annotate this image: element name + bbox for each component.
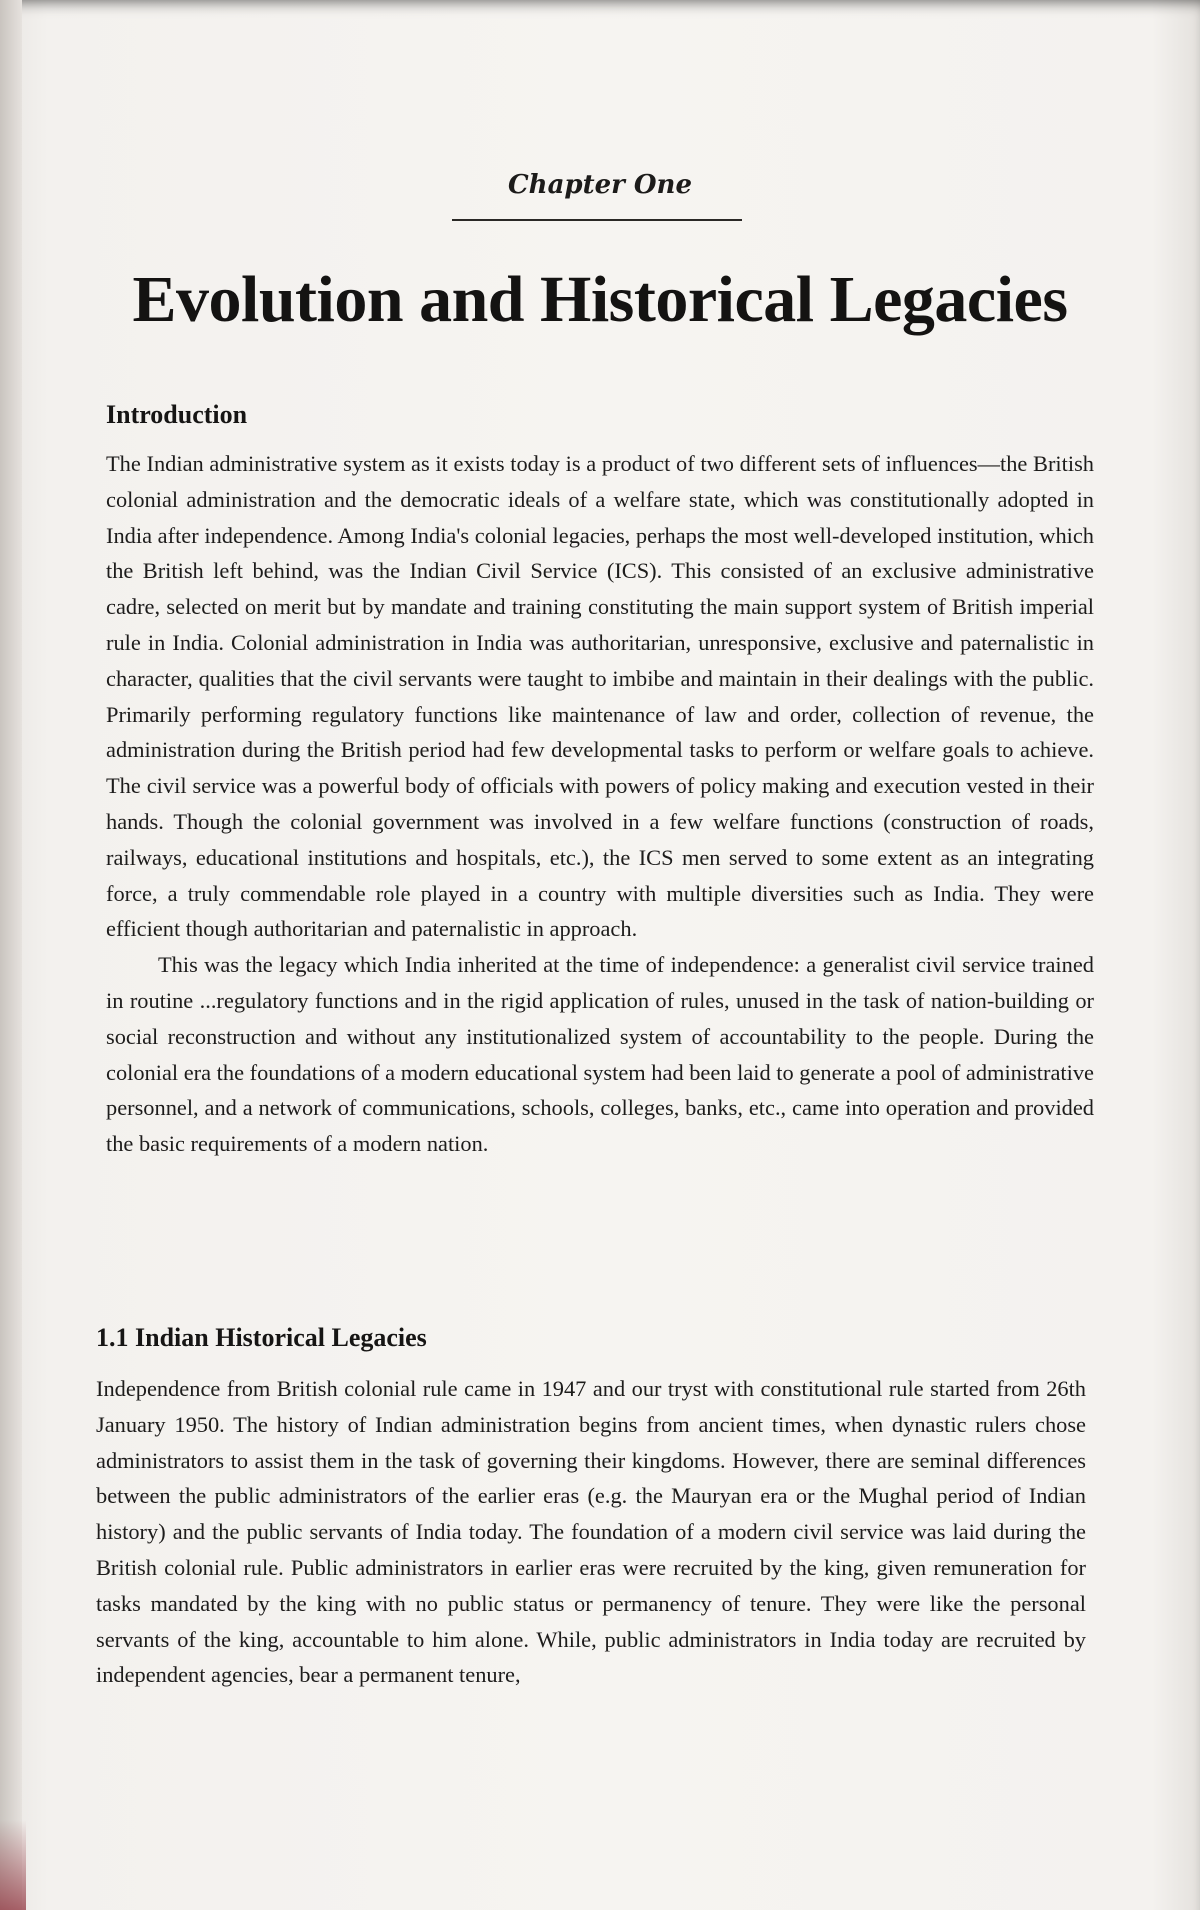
section-heading-historical-legacies: 1.1 Indian Historical Legacies	[96, 1323, 427, 1352]
section-heading-introduction: Introduction	[106, 400, 248, 429]
paragraph: Independence from British colonial rule came in 1947 and our tryst with constitutional rule started from 26th January 1950. The history of Indian administration begins from ancient times, when dynastic rulers chose administrators to assist them in the task of governing their kingdoms. However, there are seminal differences between the public administrators of the earlier eras (e.g. the Mauryan era or the Mughal period of Indian history) and the public servants of India today. The foundation of a modern civil service was laid during the British colonial rule. Public administrators in earlier eras were recruited by the king, given remuneration for tasks mandated by the king with no public status or permanency of tenure. They were like the personal servants of the king, accountable to him alone. While, public administrators in India today are recruited by independent agencies, bear a permanent tenure,	[96, 1376, 1086, 1688]
chapter-label: Chapter One	[507, 170, 693, 200]
page-corner-shade	[0, 1820, 26, 1910]
introduction-body	[106, 446, 1094, 1162]
chapter-title: Evolution and Historical Legacies	[132, 263, 1068, 336]
chapter-rule-divider	[452, 219, 742, 221]
paragraph: The Indian administrative system as it exists today is a product of two different sets of influences—the British colonial administration and the democratic ideals of a welfare state, which was constitutionally adopted in India after independence. Among India's colonial legacies, perhaps the most well-developed institution, which the British left behind, was the Indian Civil Service (ICS). This consisted of an exclusive administrative cadre, selected on merit but by mandate and training constituting the main support system of British imperial rule in India. Colonial administration in India was authoritarian, unresponsive, exclusive and paternalistic in character, qualities that the civil servants were taught to imbibe and maintain in their dealings with the public. Primarily performing regulatory functions like maintenance of law and order, collection of revenue, the administration during the British period had few developmental tasks to perform or welfare goals to achieve. The civil service was a powerful body of officials with powers of policy making and execution vested in their hands. Though the colonial government was involved in a few welfare functions (construction of roads, railways, educational institutions and hospitals, etc.), the ICS men served to some extent as an integrating force, a truly commendable role played in a country with multiple diversities such as India. They were efficient though authoritarian and paternalistic in approach.	[106, 451, 1094, 942]
historical-legacies-body	[96, 1371, 1086, 1693]
paragraph: This was the legacy which India inherited at the time of independence: a generalist civil service trained in routine ...regulatory functions and in the rigid application of rules, unused in the task of nation-building or social reconstruction and without any institutionalized system of accountability to the people. During the colonial era the foundations of a modern educational system had been laid to generate a pool of administrative personnel, and a network of communications, schools, colleges, banks, etc., came into operation and provided the basic requirements of a modern nation.	[106, 952, 1094, 1157]
